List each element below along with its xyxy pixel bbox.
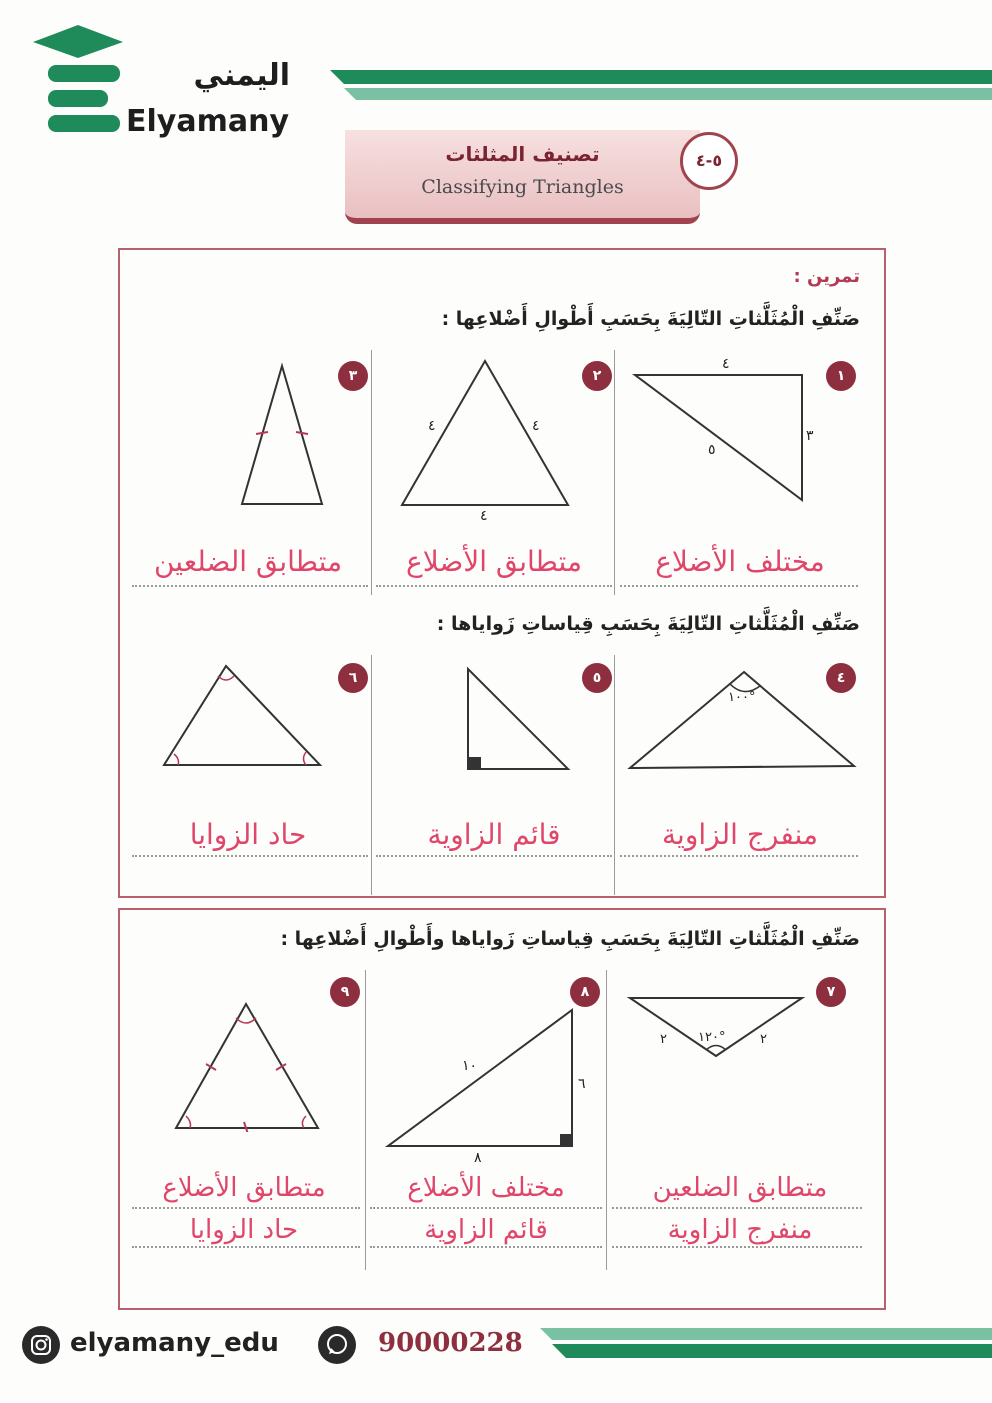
answer-text: منفرج الزاوية <box>667 1215 813 1245</box>
answer-line <box>620 855 858 857</box>
answer-text: مختلف الأضلاع <box>407 1173 565 1203</box>
side-label: ١٠ <box>462 1058 478 1074</box>
answer-text: متطابق الأضلاع <box>406 545 582 578</box>
answer-text: متطابق الأضلاع <box>162 1173 326 1203</box>
whatsapp-icon <box>318 1326 356 1364</box>
lesson-number-badge: ٥-٤ <box>680 132 738 190</box>
instagram-handle[interactable]: elyamany_edu <box>70 1328 279 1358</box>
instruction-angles: صَنِّفِ الْمُثَلَّثاتِ التّالِيَةَ بِحَسَبِ قِياساتِ زَواياها : <box>436 613 860 635</box>
answer-text: متطابق الضلعين <box>652 1173 828 1203</box>
side-label: ٤ <box>722 356 730 372</box>
right-triangle-figure <box>464 666 574 772</box>
exercise-label: تمرين : <box>793 266 860 287</box>
answer-text: حاد الزوايا <box>189 818 307 851</box>
instagram-icon <box>22 1326 60 1364</box>
side-label: ٤ <box>532 418 540 434</box>
column-divider <box>371 655 372 895</box>
answer-line <box>370 1207 602 1209</box>
column-divider <box>365 970 366 1270</box>
answer-line <box>620 585 858 587</box>
column-divider <box>606 970 607 1270</box>
whatsapp-number[interactable]: 90000228 <box>378 1328 523 1358</box>
item-number-badge: ٥ <box>582 663 612 693</box>
answer-line <box>612 1207 862 1209</box>
scalene-right-triangle-figure <box>630 365 810 505</box>
brand-english: Elyamany <box>126 104 289 139</box>
side-label: ٢ <box>760 1032 767 1047</box>
item-number-badge: ٩ <box>330 977 360 1007</box>
answer-line <box>376 585 612 587</box>
side-label: ٤ <box>428 418 436 434</box>
answer-line <box>376 855 612 857</box>
instruction-sides: صَنِّفِ الْمُثَلَّثاتِ التّالِيَةَ بِحَسَبِ أَطْوالِ أَضْلاعِها : <box>441 308 860 330</box>
column-divider <box>371 350 372 595</box>
answer-text: حاد الزوايا <box>189 1215 299 1245</box>
graduation-cap-icon <box>28 20 128 135</box>
answer-text: منفرج الزاوية <box>662 818 818 851</box>
answer-text: قائم الزاوية <box>424 1215 548 1245</box>
lesson-title-arabic: تصنيف المثلثات <box>445 142 600 166</box>
brand-arabic: اليمني <box>193 58 290 93</box>
footer-stripe <box>540 1328 992 1358</box>
item-number-badge: ٤ <box>826 663 856 693</box>
instruction-sides-angles: صَنِّفِ الْمُثَلَّثاتِ التّالِيَةَ بِحَسَبِ قِياساتِ زَواياها وأَطْوالِ أَضْلاعِها : <box>280 928 860 950</box>
answer-line <box>132 1246 360 1248</box>
answer-line <box>132 1207 360 1209</box>
item-number-badge: ٣ <box>338 361 368 391</box>
answer-text: مختلف الأضلاع <box>655 545 825 578</box>
equilateral-triangle-figure-2 <box>172 1000 322 1132</box>
side-label: ٥ <box>708 442 716 458</box>
equilateral-triangle-figure <box>398 358 573 508</box>
header-stripe <box>330 70 992 100</box>
answer-line <box>370 1246 602 1248</box>
answer-text: متطابق الضلعين <box>153 545 343 578</box>
lesson-title-box <box>345 130 700 224</box>
side-label: ٤ <box>480 508 488 524</box>
item-number-badge: ١ <box>826 361 856 391</box>
isosceles-triangle-figure <box>238 362 328 508</box>
column-divider <box>614 655 615 895</box>
side-label: ٦ <box>578 1076 586 1092</box>
logo <box>28 20 128 135</box>
answer-line <box>132 585 368 587</box>
item-number-badge: ٢ <box>582 361 612 391</box>
angle-label: ١٢٠° <box>698 1030 726 1045</box>
side-label: ٢ <box>660 1032 667 1047</box>
obtuse-isosceles-triangle-figure <box>626 994 806 1060</box>
angle-label: ١٠٠° <box>728 690 756 705</box>
side-label: ٨ <box>474 1150 482 1166</box>
obtuse-triangle-figure <box>626 668 858 772</box>
answer-line <box>612 1246 862 1248</box>
scalene-right-triangle-figure-2 <box>384 1006 576 1148</box>
answer-line <box>132 855 368 857</box>
item-number-badge: ٨ <box>570 977 600 1007</box>
column-divider <box>614 350 615 595</box>
item-number-badge: ٦ <box>338 663 368 693</box>
lesson-title-english: Classifying Triangles <box>421 176 624 198</box>
side-label: ٣ <box>806 428 814 444</box>
answer-text: قائم الزاوية <box>427 818 561 851</box>
item-number-badge: ٧ <box>816 977 846 1007</box>
acute-triangle-figure <box>160 662 325 770</box>
